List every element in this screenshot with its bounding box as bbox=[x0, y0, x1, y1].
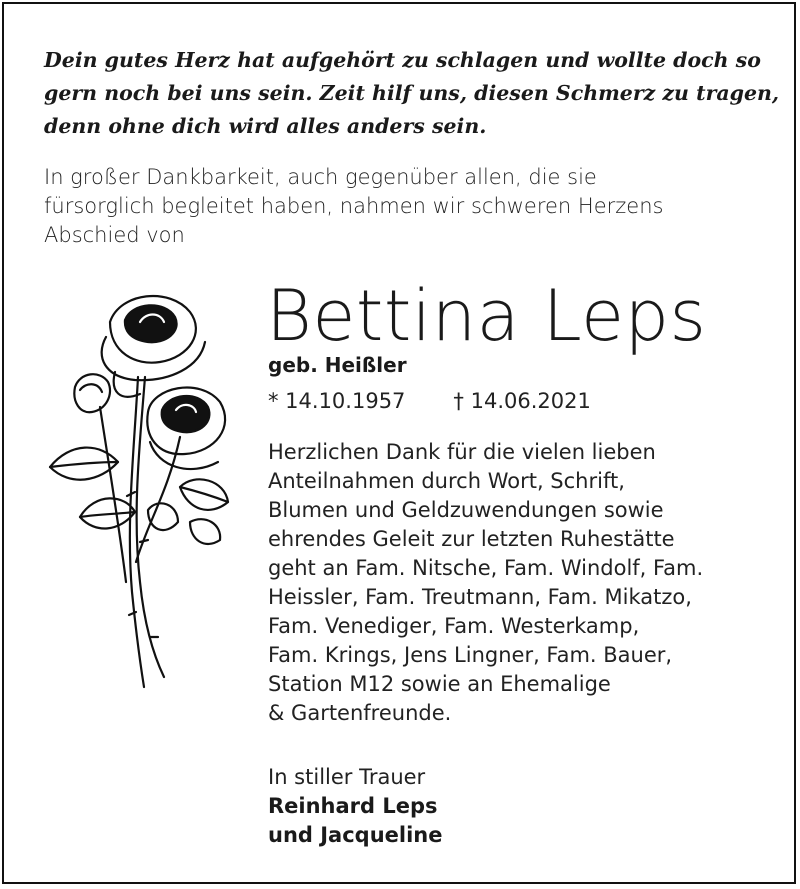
thanks-line: geht an Fam. Nitsche, Fam. Windolf, Fam. bbox=[268, 556, 704, 580]
thanks-line: Heissler, Fam. Treutmann, Fam. Mikatzo, bbox=[268, 585, 692, 609]
mourner-name: Reinhard Leps bbox=[268, 794, 438, 818]
death-date: † 14.06.2021 bbox=[453, 389, 591, 413]
intro-line: fürsorglich begleitet haben, nahmen wir schweren Herzens bbox=[44, 194, 664, 218]
thanks-line: Anteilnahmen durch Wort, Schrift, bbox=[268, 469, 625, 493]
poem-verse bbox=[44, 44, 780, 143]
intro-text bbox=[44, 163, 764, 250]
mourners-intro: In stiller Trauer bbox=[268, 765, 426, 789]
thanks-line: Station M12 sowie an Ehemalige bbox=[268, 672, 611, 696]
thanks-line: & Gartenfreunde. bbox=[268, 701, 452, 725]
roses-illustration-icon bbox=[40, 282, 230, 692]
intro-line: In großer Dankbarkeit, auch gegenüber allen, die sie bbox=[44, 165, 597, 189]
thanks-text bbox=[268, 438, 788, 728]
poem-line: Dein gutes Herz hat aufgehört zu schlagen und wollte doch so bbox=[44, 48, 761, 72]
mourner-name: und Jacqueline bbox=[268, 823, 443, 847]
thanks-line: Fam. Krings, Jens Lingner, Fam. Bauer, bbox=[268, 643, 673, 667]
birth-date: * 14.10.1957 bbox=[268, 389, 406, 413]
deceased-name: Bettina Leps bbox=[266, 275, 707, 357]
maiden-name: geb. Heißler bbox=[268, 353, 407, 377]
life-dates bbox=[268, 386, 591, 416]
intro-line: Abschied von bbox=[44, 223, 185, 247]
poem-line: gern noch bei uns sein. Zeit hilf uns, diesen Schmerz zu tragen, bbox=[44, 81, 780, 105]
mourners-block bbox=[268, 763, 443, 850]
thanks-line: ehrendes Geleit zur letzten Ruhestätte bbox=[268, 527, 675, 551]
thanks-line: Fam. Venediger, Fam. Westerkamp, bbox=[268, 614, 640, 638]
thanks-line: Blumen und Geldzuwendungen sowie bbox=[268, 498, 664, 522]
thanks-line: Herzlichen Dank für die vielen lieben bbox=[268, 440, 656, 464]
poem-line: denn ohne dich wird alles anders sein. bbox=[44, 114, 487, 138]
